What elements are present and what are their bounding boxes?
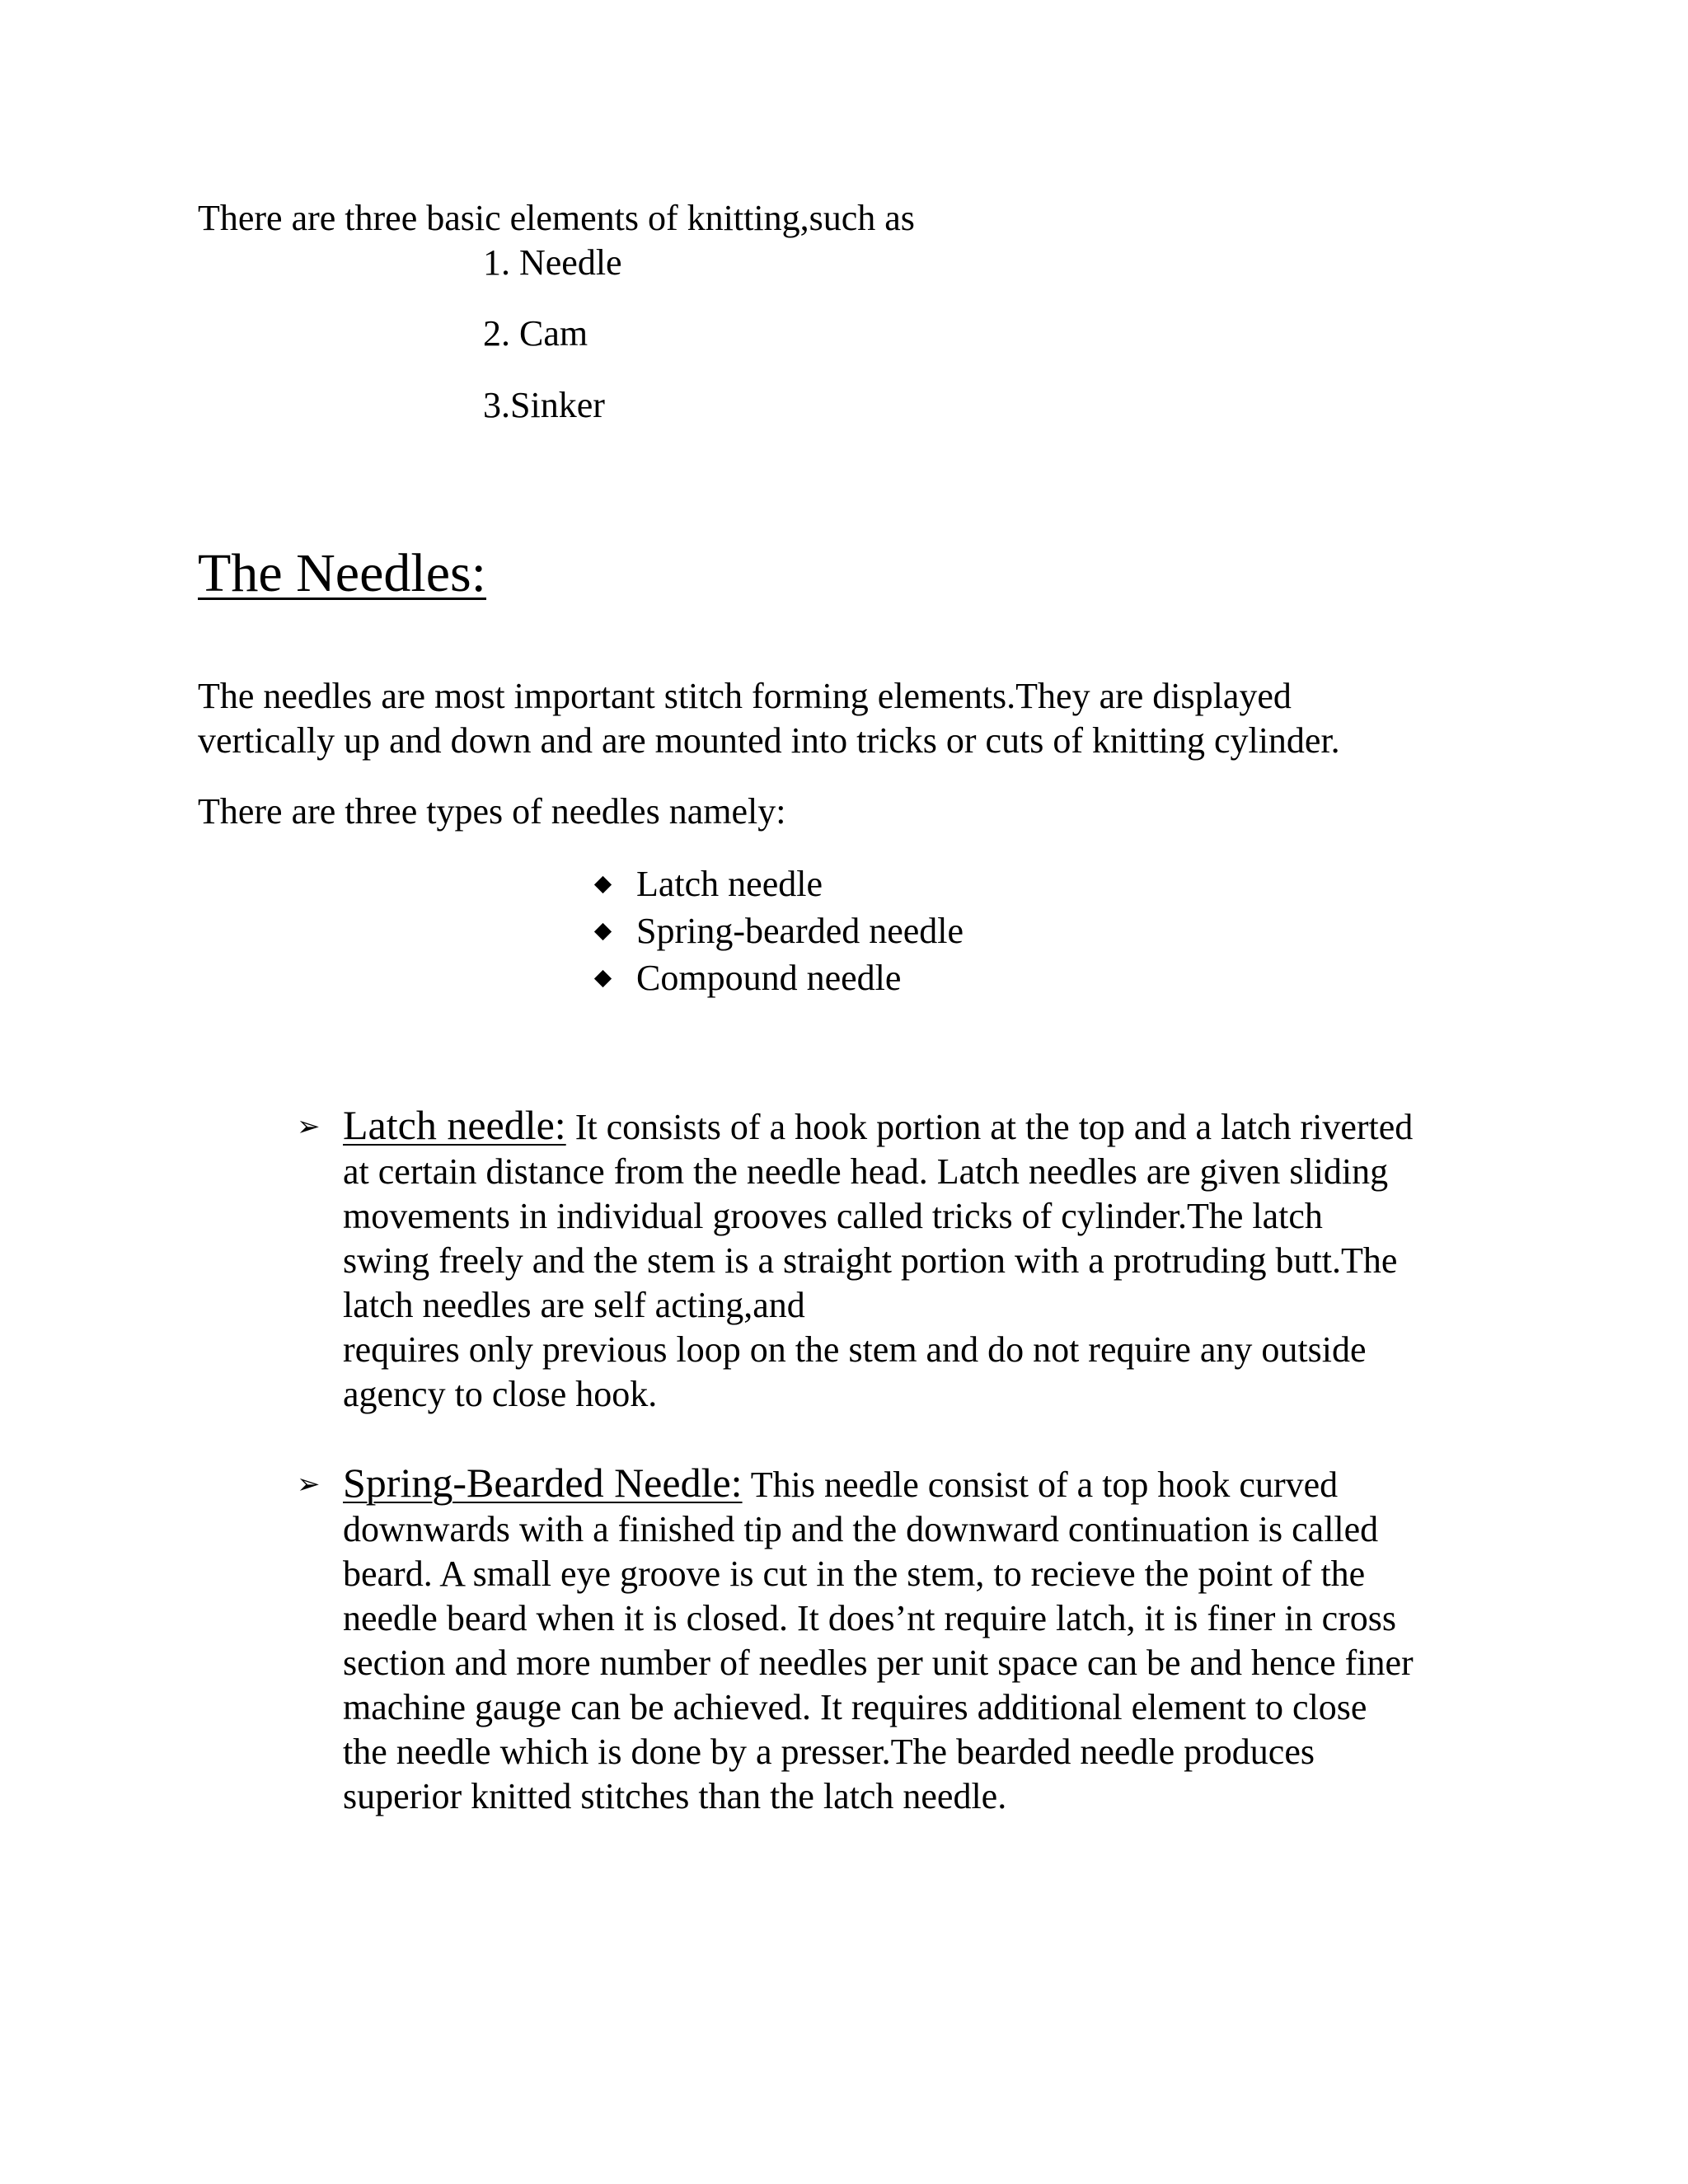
spring-bearded-needle-block: [343, 1460, 1497, 1819]
arrow-bullet-icon: ➢: [297, 1468, 321, 1501]
detail-line: beard. A small eye groove is cut in the stem, to recieve the point of the: [343, 1554, 1366, 1594]
detail-line: at certain distance from the needle head. Latch needles are given sliding: [343, 1151, 1389, 1192]
detail-line: movements in individual grooves called tricks of cylinder.The latch: [343, 1196, 1323, 1236]
diamond-bullet-icon: [594, 970, 612, 987]
detail-line: latch needles are self acting,and: [343, 1285, 805, 1325]
detail-line: superior knitted stitches than the latch needle.: [343, 1776, 1007, 1816]
intro-sentence: There are three basic elements of knitting,such as: [198, 198, 915, 238]
detail-line: machine gauge can be achieved. It requires additional element to close: [343, 1687, 1367, 1727]
detail-line: the needle which is done by a presser.The bearded needle produces: [343, 1732, 1315, 1772]
detail-line: agency to close hook.: [343, 1374, 658, 1414]
detail-first-line: Latch needle: It consists of a hook portion at the top and a latch riverted: [343, 1102, 1414, 1148]
para-line: vertically up and down and are mounted into tricks or cuts of knitting cylinder.: [198, 720, 1340, 761]
detail-first-line: Spring-Bearded Needle: This needle consist of a top hook curved: [343, 1460, 1339, 1506]
diamond-bullet-icon: [594, 876, 612, 893]
para-line: The needles are most important stitch forming elements.They are displayed: [198, 676, 1292, 716]
element-item-needle: 1. Needle: [483, 242, 622, 283]
detail-line: downwards with a finished tip and the downward continuation is called: [343, 1509, 1379, 1549]
detail-line: section and more number of needles per unit space can be and hence finer: [343, 1643, 1414, 1683]
type-item-latch: Latch needle: [636, 864, 823, 904]
latch-needle-block: [343, 1103, 1497, 1417]
type-item-spring-bearded: Spring-bearded needle: [636, 911, 964, 951]
detail-line: needle beard when it is closed. It does’nt require latch, it is finer in cross: [343, 1598, 1397, 1638]
spring-bearded-needle-term: Spring-Bearded Needle:: [343, 1460, 743, 1506]
latch-needle-term: Latch needle:: [343, 1102, 566, 1148]
detail-line: requires only previous loop on the stem and do not require any outside: [343, 1329, 1367, 1370]
element-item-cam: 2. Cam: [483, 313, 588, 354]
types-intro: There are three types of needles namely:: [198, 791, 786, 832]
detail-line: swing freely and the stem is a straight portion with a protruding butt.The: [343, 1240, 1398, 1281]
element-item-sinker: 3.Sinker: [483, 385, 605, 425]
diamond-bullet-icon: [594, 923, 612, 940]
section-heading: The Needles:: [198, 543, 487, 603]
arrow-bullet-icon: ➢: [297, 1110, 321, 1143]
type-item-compound: Compound needle: [636, 958, 902, 998]
